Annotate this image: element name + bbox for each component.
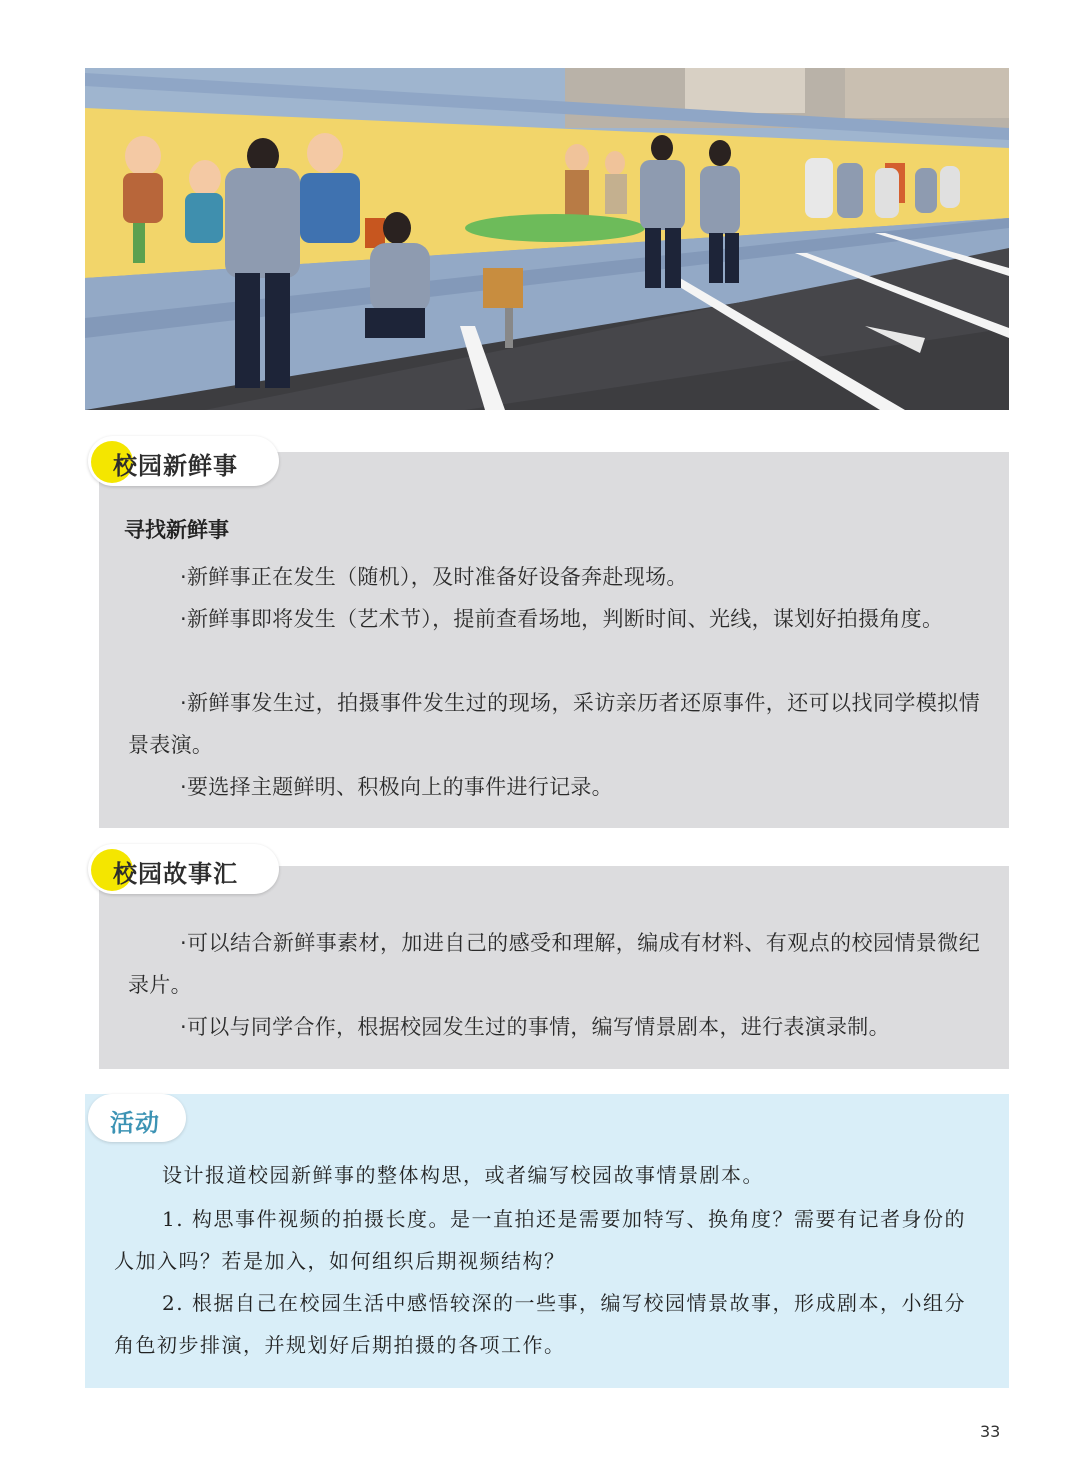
page-number: 33 <box>980 1422 1001 1441</box>
mural-photo <box>85 68 1009 410</box>
story-item-1: ·可以结合新鲜事素材，加进自己的感受和理解，编成有材料、有观点的校园情景微纪录片。 <box>128 931 980 997</box>
news-item-2: ·新鲜事即将发生（艺术节），提前查看场地，判断时间、光线，谋划好拍摄角度。 <box>180 607 944 631</box>
news-item-1: ·新鲜事正在发生（随机），及时准备好设备奔赴现场。 <box>180 565 688 589</box>
activity-intro: 设计报道校园新鲜事的整体构思，或者编写校园故事情景剧本。 <box>162 1163 764 1187</box>
find-news-subheading: 寻找新鲜事 <box>124 518 229 542</box>
campus-news-title: 校园新鲜事 <box>113 452 238 480</box>
story-item-2: ·可以与同学合作，根据校园发生过的事情，编写情景剧本，进行表演录制。 <box>180 1015 890 1039</box>
campus-story-tab <box>88 844 279 894</box>
news-item-3: ·新鲜事发生过，拍摄事件发生过的现场，采访亲历者还原事件，还可以找同学模拟情景表演。 <box>128 691 980 757</box>
activity-item-1: 1. 构思事件视频的拍摄长度。是一直拍还是需要加特写、换角度？需要有记者身份的人加入吗？若是加入，如何组织后期视频结构？ <box>114 1207 966 1273</box>
activity-item-2: 2. 根据自己在校园生活中感悟较深的一些事，编写校园情景故事，形成剧本，小组分角色初步排演，并规划好后期拍摄的各项工作。 <box>114 1291 966 1357</box>
activity-tab <box>88 1094 186 1142</box>
campus-story-title: 校园故事汇 <box>113 860 238 888</box>
campus-news-tab <box>88 436 279 486</box>
activity-title: 活动 <box>110 1109 160 1137</box>
news-item-4: ·要选择主题鲜明、积极向上的事件进行记录。 <box>180 775 613 799</box>
